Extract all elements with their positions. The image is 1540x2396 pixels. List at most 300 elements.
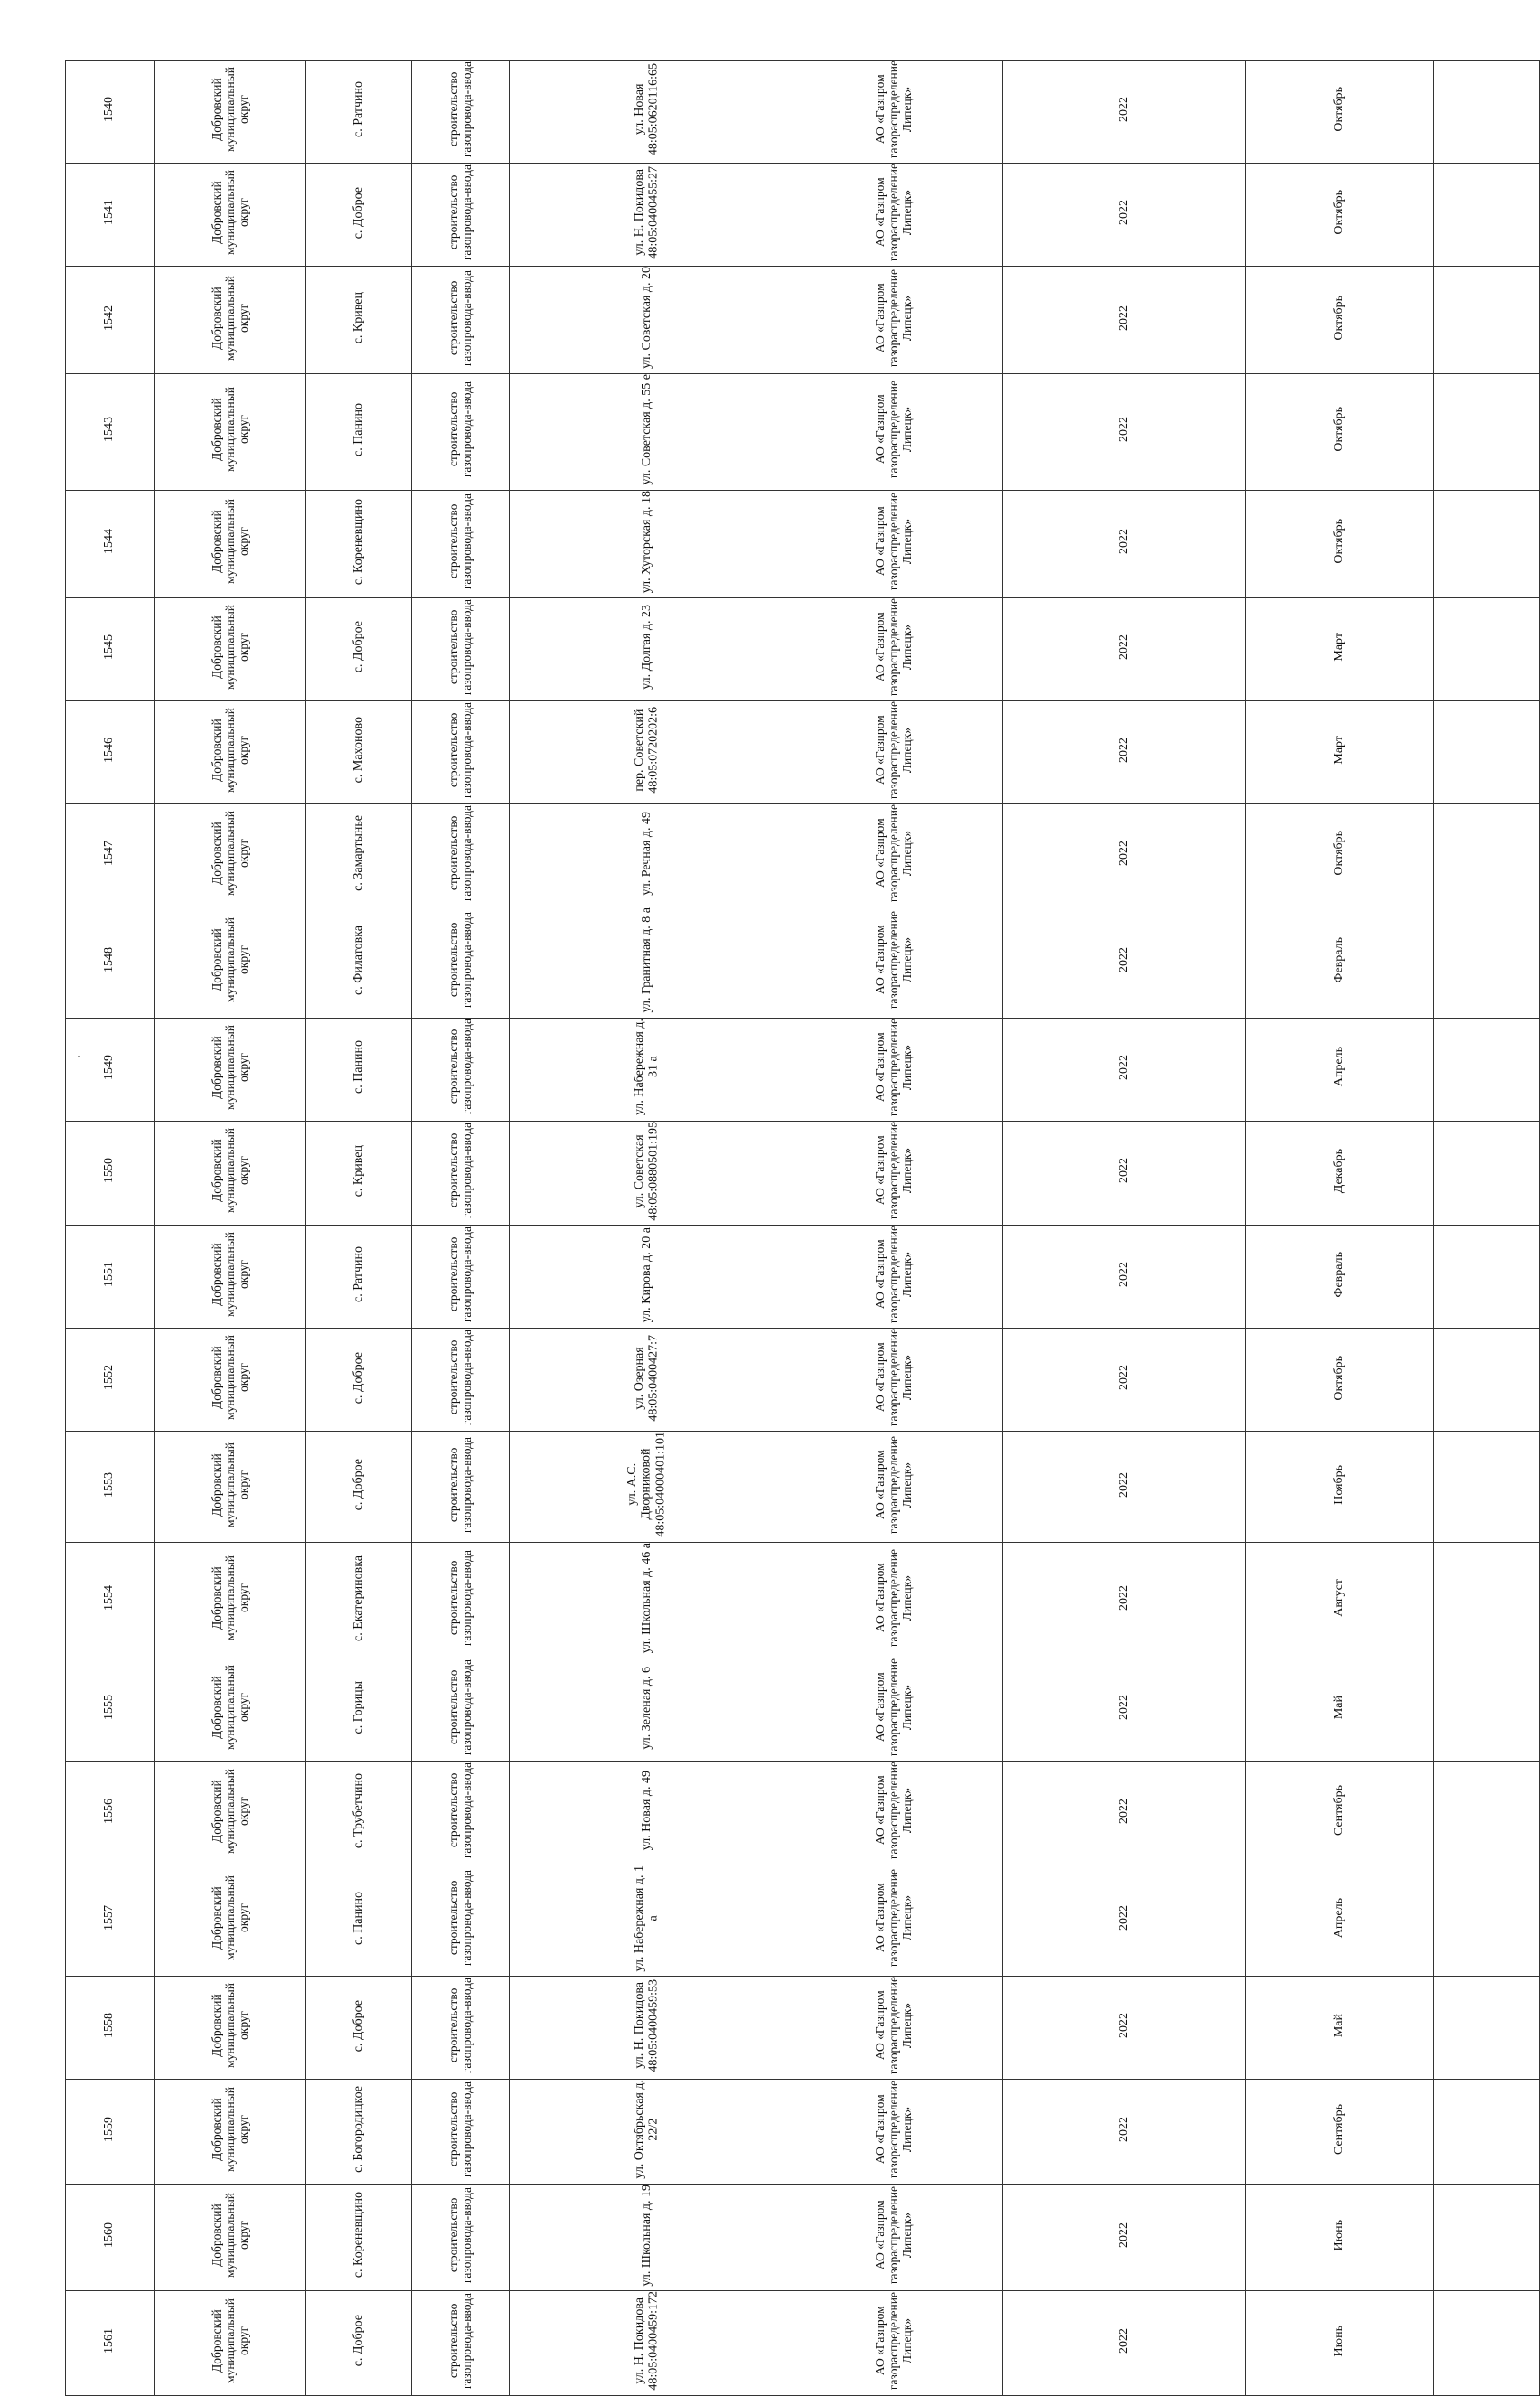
settlement-text: с. Ратчино [352,81,366,138]
district-text: Добровский муниципальный округ [209,1768,250,1854]
district-cell [154,700,305,803]
month-text: Май [1332,2014,1347,2038]
year-text: 2022 [1116,2222,1131,2249]
address-text: ул. Октябрьская д. 22/2 [632,2080,661,2179]
address-text: ул. Новая д. 49 [639,1771,653,1851]
settlement-cell [305,2291,411,2396]
organization-text: АО «Газпром газораспределение Липецк» [872,1658,914,1757]
row-number-cell [66,700,155,803]
month-cell [1245,1658,1433,1762]
work-type-cell [412,1329,510,1432]
year-cell [1002,2080,1245,2185]
address-text: ул. Н. Покидова 48:05:0400455:27 [632,165,661,259]
year-text: 2022 [1116,1158,1131,1184]
organization-text: АО «Газпром газораспределение Липецк» [872,2185,914,2285]
blank-cell [1433,1121,1539,1226]
address-cell [509,1432,784,1543]
settlement-cell [305,1329,411,1432]
year-text: 2022 [1116,1054,1131,1080]
district-text: Добровский муниципальный округ [209,604,250,690]
settlement-text: с. Махоново [352,717,366,784]
row-number-text: 1541 [102,200,117,226]
year-text: 2022 [1116,947,1131,973]
row-number-cell [66,1226,155,1329]
row-number-cell [66,1762,155,1865]
district-text: Добровский муниципальный округ [209,917,250,1003]
blank-cell [1433,2184,1539,2291]
row-number-cell [66,267,155,374]
settlement-cell [305,2184,411,2291]
district-cell [154,267,305,374]
month-text: Апрель [1332,1047,1347,1087]
work-type-text: строительство газопровода-ввода [446,2186,474,2284]
work-type-cell [412,597,510,700]
month-text: Октябрь [1332,407,1347,453]
settlement-cell [305,907,411,1018]
month-cell [1245,907,1433,1018]
table-row [66,1977,1540,2080]
month-cell [1245,2291,1433,2396]
year-cell [1002,700,1245,803]
row-number-cell [66,1018,155,1121]
organization-text: АО «Газпром газораспределение Липецк» [872,2292,914,2391]
organization-cell [784,1018,1002,1121]
month-text: Май [1332,1696,1347,1720]
organization-text: АО «Газпром газораспределение Липецк» [872,61,914,159]
year-cell [1002,267,1245,374]
blank-cell [1433,490,1539,597]
year-cell [1002,1018,1245,1121]
settlement-cell [305,2080,411,2185]
row-number-cell [66,1977,155,2080]
address-cell [509,164,784,267]
row-number-text: 1554 [102,1585,117,1611]
address-cell [509,1977,784,2080]
year-text: 2022 [1116,1905,1131,1931]
settlement-cell [305,1977,411,2080]
work-type-cell [412,61,510,164]
work-type-cell [412,804,510,907]
district-cell [154,2291,305,2396]
work-type-cell [412,1762,510,1865]
district-text: Добровский муниципальный округ [209,1232,250,1318]
month-cell [1245,700,1433,803]
month-text: Октябрь [1332,87,1347,132]
district-text: Добровский муниципальный округ [209,499,250,585]
settlement-cell [305,1543,411,1658]
organization-text: АО «Газпром газораспределение Липецк» [872,1869,914,1968]
address-cell [509,1865,784,1977]
organization-text: АО «Газпром газораспределение Липецк» [872,1435,914,1534]
settlement-text: с. Доброе [352,1351,366,1405]
year-cell [1002,2291,1245,2396]
work-type-cell [412,2080,510,2185]
row-number-text: 1546 [102,737,117,763]
organization-cell [784,2080,1002,2185]
district-cell [154,490,305,597]
district-text: Добровский муниципальный округ [209,1128,250,1214]
blank-cell [1433,1865,1539,1977]
organization-cell [784,374,1002,491]
district-text: Добровский муниципальный округ [209,1983,250,2069]
work-type-cell [412,2291,510,2396]
month-cell [1245,804,1433,907]
table-row [66,597,1540,700]
row-number-text: 1544 [102,529,117,555]
district-cell [154,1658,305,1762]
work-type-cell [412,1865,510,1977]
work-type-text: строительство газопровода-ввода [446,1978,474,2074]
work-type-cell [412,374,510,491]
address-cell [509,490,784,597]
row-number-cell [66,1543,155,1658]
month-text: Февраль [1332,1252,1347,1298]
table-row [66,2184,1540,2291]
row-number-cell [66,907,155,1018]
year-cell [1002,1543,1245,1658]
month-text: Декабрь [1332,1148,1347,1194]
district-text: Добровский муниципальный округ [209,387,250,473]
year-text: 2022 [1116,305,1131,331]
work-type-cell [412,907,510,1018]
settlement-text: с. Филатовка [352,925,366,995]
address-text: ул. Школьная д. 19 [639,2184,653,2287]
settlement-cell [305,597,411,700]
year-cell [1002,490,1245,597]
district-cell [154,1121,305,1226]
organization-cell [784,907,1002,1018]
table-row [66,907,1540,1018]
settlement-text: с. Кореневщино [352,2192,366,2279]
row-number-cell [66,2184,155,2291]
address-cell [509,700,784,803]
table-row [66,267,1540,374]
year-cell [1002,164,1245,267]
row-number-cell [66,2080,155,2185]
settlement-cell [305,700,411,803]
month-text: Март [1332,633,1347,662]
address-cell [509,267,784,374]
settlement-cell [305,267,411,374]
address-text: ул. Новая 48:05:0620116:65 [632,62,661,156]
settlement-text: с. Кривец [352,1144,366,1198]
year-text: 2022 [1116,1365,1131,1391]
organization-text: АО «Газпром газораспределение Липецк» [872,1122,914,1220]
work-type-cell [412,700,510,803]
table-row [66,1658,1540,1762]
organization-text: АО «Газпром газораспределение Липецк» [872,1226,914,1324]
settlement-text: с. Доброе [352,621,366,673]
year-cell [1002,1226,1245,1329]
organization-text: АО «Газпром газораспределение Липецк» [872,493,914,591]
work-type-text: строительство газопровода-ввода [446,701,474,799]
table-row [66,61,1540,164]
organization-text: АО «Газпром газораспределение Липецк» [872,1762,914,1860]
organization-text: АО «Газпром газораспределение Липецк» [872,597,914,696]
organization-cell [784,61,1002,164]
settlement-cell [305,1762,411,1865]
month-text: Февраль [1332,937,1347,983]
organization-cell [784,1543,1002,1658]
settlement-text: с. Екатериновка [352,1555,366,1641]
district-text: Добровский муниципальный округ [209,170,250,256]
year-cell [1002,1658,1245,1762]
table-row [66,700,1540,803]
organization-cell [784,700,1002,803]
address-cell [509,2080,784,2185]
settlement-cell [305,374,411,491]
month-cell [1245,267,1433,374]
address-text: ул. Советская д. 55 е [639,374,653,485]
work-type-text: строительство газопровода-ввода [446,1330,474,1426]
year-cell [1002,1329,1245,1432]
blank-cell [1433,164,1539,267]
year-cell [1002,1977,1245,2080]
district-text: Добровский муниципальный округ [209,1335,250,1421]
year-text: 2022 [1116,1798,1131,1824]
work-type-text: строительство газопровода-ввода [446,1226,474,1323]
blank-cell [1433,1543,1539,1658]
district-cell [154,61,305,164]
work-type-text: строительство газопровода-ввода [446,1659,474,1756]
table-row [66,1121,1540,1226]
blank-cell [1433,1226,1539,1329]
year-cell [1002,61,1245,164]
organization-cell [784,1977,1002,2080]
address-cell [509,2184,784,2291]
row-number-cell [66,1658,155,1762]
row-number-text: 1553 [102,1471,117,1498]
organization-text: АО «Газпром газораспределение Липецк» [872,911,914,1010]
settlement-text: с. Замартынье [352,815,366,891]
row-number-cell [66,1865,155,1977]
month-cell [1245,1018,1433,1121]
organization-cell [784,1226,1002,1329]
year-text: 2022 [1116,529,1131,555]
year-text: 2022 [1116,634,1131,660]
year-text: 2022 [1116,1262,1131,1288]
work-type-cell [412,1432,510,1543]
district-cell [154,164,305,267]
month-cell [1245,2080,1433,2185]
row-number-text: 1551 [102,1262,117,1288]
work-type-text: строительство газопровода-ввода [446,61,474,158]
organization-cell [784,1865,1002,1977]
organization-text: АО «Газпром газораспределение Липецк» [872,1549,914,1648]
row-number-text: 1542 [102,305,117,331]
settlement-cell [305,61,411,164]
month-cell [1245,1865,1433,1977]
organization-cell [784,1329,1002,1432]
month-text: Октябрь [1332,519,1347,564]
table-row [66,1329,1540,1432]
organization-cell [784,597,1002,700]
address-text: ул. А.С. Дворниковой 48:05:04000401:101 [624,1432,668,1538]
row-number-text: 1552 [102,1365,117,1391]
work-type-cell [412,1977,510,2080]
address-text: ул. Школьная д. 46 а [639,1543,653,1654]
row-number-cell [66,597,155,700]
work-type-cell [412,1018,510,1121]
month-text: Август [1332,1579,1347,1618]
year-cell [1002,1865,1245,1977]
blank-cell [1433,1658,1539,1762]
month-text: Октябрь [1332,831,1347,876]
table-row [66,1018,1540,1121]
row-number-cell [66,2291,155,2396]
district-cell [154,1865,305,1977]
row-number-text: 1548 [102,947,117,973]
month-cell [1245,1762,1433,1865]
row-number-text: 1547 [102,841,117,867]
district-text: Добровский муниципальный округ [209,275,250,361]
month-cell [1245,1121,1433,1226]
blank-cell [1433,1977,1539,2080]
settlement-text: с. Трубетчино [352,1772,366,1849]
row-number-text: 1561 [102,2328,117,2354]
address-text: ул. Речная д. 49 [639,811,653,896]
district-text: Добровский муниципальный округ [209,1442,250,1527]
settlement-cell [305,1658,411,1762]
work-type-text: строительство газопровода-ввода [446,1762,474,1859]
year-cell [1002,1432,1245,1543]
row-number-cell [66,804,155,907]
address-cell [509,1018,784,1121]
month-cell [1245,374,1433,491]
year-cell [1002,597,1245,700]
district-cell [154,907,305,1018]
month-text: Сентябрь [1332,2103,1347,2156]
work-type-text: строительство газопровода-ввода [446,493,474,590]
row-number-cell [66,1329,155,1432]
table-row [66,1543,1540,1658]
district-text: Добровский муниципальный округ [209,2298,250,2384]
district-cell [154,1977,305,2080]
month-cell [1245,597,1433,700]
year-text: 2022 [1116,737,1131,763]
address-cell [509,597,784,700]
address-cell [509,2291,784,2396]
blank-cell [1433,374,1539,491]
year-text: 2022 [1116,200,1131,226]
work-type-text: строительство газопровода-ввода [446,804,474,902]
settlement-text: с. Панино [352,402,366,456]
district-cell [154,804,305,907]
work-type-text: строительство газопровода-ввода [446,164,474,261]
blank-cell [1433,1762,1539,1865]
month-cell [1245,61,1433,164]
year-text: 2022 [1116,1471,1131,1498]
blank-cell [1433,2080,1539,2185]
settlement-cell [305,804,411,907]
organization-text: АО «Газпром газораспределение Липецк» [872,268,914,367]
work-type-text: строительство газопровода-ввода [446,1870,474,1967]
row-number-text: 1543 [102,417,117,443]
organization-cell [784,2184,1002,2291]
settlement-cell [305,1121,411,1226]
district-text: Добровский муниципальный округ [209,1875,250,1961]
settlement-cell [305,1432,411,1543]
address-text: пер. Советский 48:05:0720202:6 [632,707,661,794]
month-cell [1245,1543,1433,1658]
year-text: 2022 [1116,1695,1131,1721]
work-type-text: строительство газопровода-ввода [446,912,474,1009]
month-text: Март [1332,736,1347,765]
district-cell [154,374,305,491]
blank-cell [1433,1018,1539,1121]
work-type-cell [412,1226,510,1329]
month-cell [1245,2184,1433,2291]
settlement-cell [305,1226,411,1329]
work-type-text: строительство газопровода-ввода [446,269,474,366]
work-type-text: строительство газопровода-ввода [446,1019,474,1115]
district-cell [154,2184,305,2291]
blank-cell [1433,907,1539,1018]
settlement-text: с. Доброе [352,1459,366,1511]
year-cell [1002,2184,1245,2291]
work-type-cell [412,2184,510,2291]
address-text: ул. Кирова д. 20 а [639,1226,653,1322]
year-cell [1002,907,1245,1018]
settlement-cell [305,490,411,597]
address-text: ул. Хуторская д. 18 [639,490,653,593]
year-cell [1002,1762,1245,1865]
district-cell [154,1018,305,1121]
year-text: 2022 [1116,97,1131,123]
work-type-cell [412,1121,510,1226]
row-number-text: 1556 [102,1798,117,1824]
organization-text: АО «Газпром газораспределение Липецк» [872,1977,914,2075]
table-row [66,1432,1540,1543]
row-number-text: 1559 [102,2116,117,2142]
settlement-cell [305,1865,411,1977]
blank-cell [1433,1329,1539,1432]
year-cell [1002,1121,1245,1226]
settlement-text: с. Кривец [352,291,366,344]
organization-cell [784,1121,1002,1226]
row-number-text: 1560 [102,2222,117,2249]
district-cell [154,1329,305,1432]
work-type-text: строительство газопровода-ввода [446,598,474,695]
address-text: ул. Набережная д. 31 а [632,1019,661,1116]
row-number-cell [66,61,155,164]
address-cell [509,374,784,491]
month-text: Октябрь [1332,295,1347,341]
year-text: 2022 [1116,841,1131,867]
month-cell [1245,1977,1433,2080]
month-text: Июнь [1332,2325,1347,2357]
district-cell [154,1543,305,1658]
work-type-cell [412,267,510,374]
district-text: Добровский муниципальный округ [209,811,250,897]
blank-cell [1433,597,1539,700]
month-text: Апрель [1332,1898,1347,1939]
district-cell [154,1226,305,1329]
work-type-text: строительство газопровода-ввода [446,2081,474,2178]
row-number-cell [66,1121,155,1226]
address-cell [509,1762,784,1865]
district-text: Добровский муниципальный округ [209,1024,250,1110]
address-text: ул. Долгая д. 23 [639,605,653,690]
organization-cell [784,804,1002,907]
district-cell [154,1432,305,1543]
year-cell [1002,804,1245,907]
district-text: Добровский муниципальный округ [209,67,250,153]
settlement-text: с. Доброе [352,186,366,239]
row-number-text: 1555 [102,1695,117,1721]
table-row [66,1762,1540,1865]
settlement-text: с. Ратчино [352,1246,366,1303]
